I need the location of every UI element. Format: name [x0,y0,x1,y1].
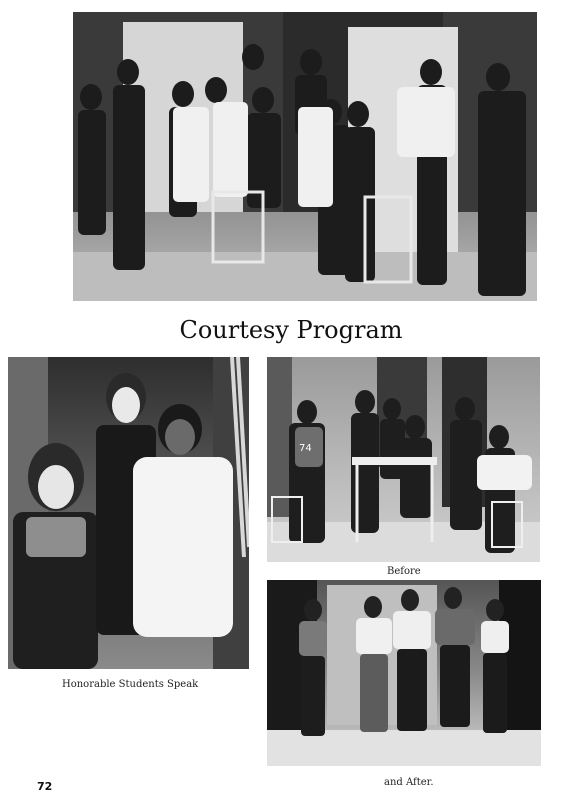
jersey-number: 74 [299,443,312,454]
page-number: 72 [37,780,53,793]
honorable-students-scene [8,357,249,669]
before-caption: Before [387,566,421,577]
honorable-students-caption: Honorable Students Speak [62,679,199,690]
group-photo [73,12,537,301]
after-scene [267,580,541,766]
after-photo [267,580,541,766]
before-scene [267,357,540,562]
group-photo-scene [73,12,537,301]
page-title: Courtesy Program [179,316,403,344]
after-caption: and After. [384,777,434,788]
honorable-students-photo [8,357,249,669]
before-photo [267,357,540,562]
